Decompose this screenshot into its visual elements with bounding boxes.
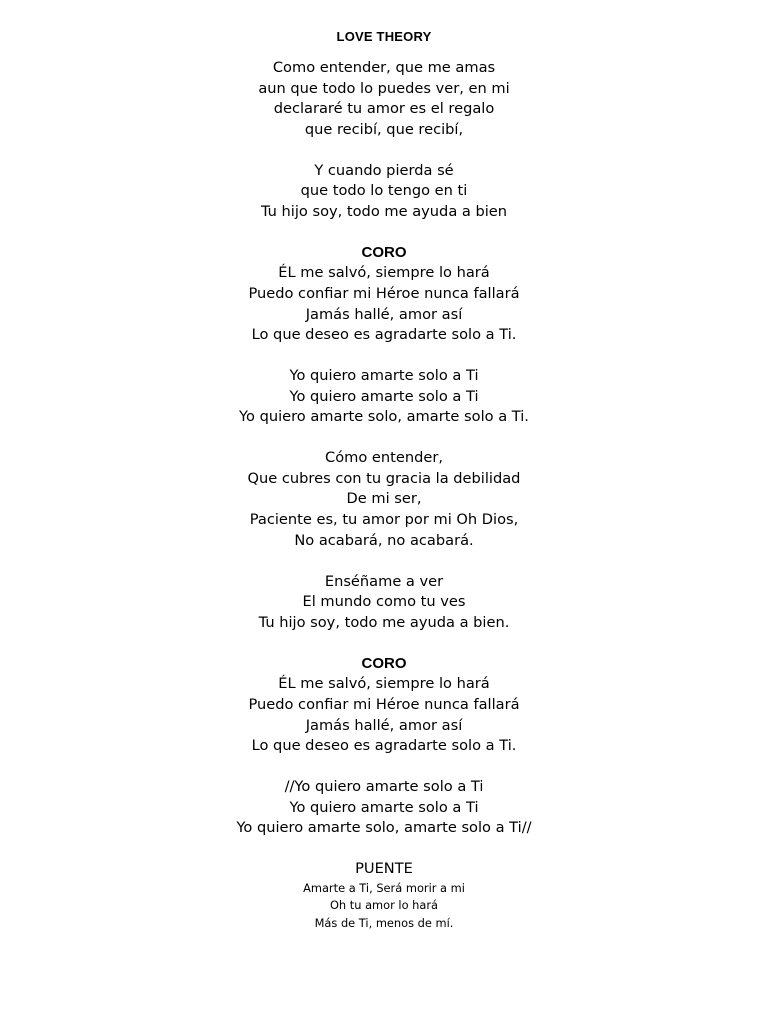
lyric-line: Yo quiero amarte solo, amarte solo a Ti.	[239, 408, 529, 426]
lyric-line: Como entender, que me amas	[272, 59, 496, 76]
lyric-line: ÉL me salvó, siempre lo hará	[278, 264, 490, 282]
bridge	[0, 859, 768, 932]
bridge-line: Más de Ti, menos de mí.	[314, 915, 454, 930]
lyric-line: Lo que deseo es agradarte solo a Ti.	[251, 737, 517, 755]
stanza-2	[0, 161, 768, 223]
lyric-line: Paciente es, tu amor por mi Oh Dios,	[249, 511, 519, 529]
lyric-line: Yo quiero amarte solo a Ti	[289, 367, 479, 385]
lyric-line: Tu hijo soy, todo me ayuda a bien.	[258, 613, 510, 631]
lyric-line: Puedo confiar mi Héroe nunca fallará	[248, 285, 520, 303]
stanza-4	[0, 366, 768, 428]
lyrics-body	[0, 58, 768, 953]
chorus-2	[0, 654, 768, 757]
lyric-line: Y cuando pierda sé	[314, 161, 454, 179]
lyric-line: //Yo quiero amarte solo a Ti	[284, 778, 484, 796]
lyric-line: Yo quiero amarte solo, amarte solo a Ti//	[236, 819, 532, 837]
lyric-line: De mi ser,	[346, 490, 422, 508]
lyric-line: ÉL me salvó, siempre lo hará	[278, 675, 490, 693]
song-title: LOVE THEORY	[336, 29, 432, 44]
lyric-line: Jamás hallé, amor así	[305, 305, 463, 323]
bridge-heading: PUENTE	[355, 860, 413, 878]
lyric-line: El mundo como tu ves	[302, 593, 466, 611]
stanza-8	[0, 777, 768, 839]
stanza-6	[0, 572, 768, 634]
lyric-line: que todo lo tengo en ti	[300, 182, 468, 200]
lyric-line: Puedo confiar mi Héroe nunca fallará	[248, 695, 520, 713]
bridge-line: Oh tu amor lo hará	[329, 898, 439, 913]
lyric-line: aun que todo lo puedes ver, en mi	[258, 79, 510, 97]
chorus-heading: CORO	[361, 654, 407, 672]
lyric-line: Lo que deseo es agradarte solo a Ti.	[251, 326, 517, 344]
lyric-line: Yo quiero amarte solo a Ti	[289, 798, 479, 816]
lyric-line: Yo quiero amarte solo a Ti	[289, 387, 479, 405]
lyric-line: declararé tu amor es el regalo	[273, 100, 495, 118]
chorus-heading: CORO	[361, 243, 407, 261]
stanza-5	[0, 448, 768, 551]
lyric-line: Cómo entender,	[325, 449, 443, 467]
lyric-line: Tu hijo soy, todo me ayuda a bien	[260, 202, 508, 220]
lyric-line: No acabará, no acabará.	[294, 531, 474, 549]
lyric-line: Enséñame a ver	[324, 572, 444, 590]
lyric-line: que recibí, que recibí,	[304, 120, 464, 138]
lyric-line: Que cubres con tu gracia la debilidad	[247, 469, 521, 487]
bridge-line: Amarte a Ti, Será morir a mi	[303, 880, 465, 895]
chorus-1	[0, 243, 768, 346]
stanza-1	[0, 58, 768, 140]
lyric-line: Jamás hallé, amor así	[305, 716, 463, 734]
